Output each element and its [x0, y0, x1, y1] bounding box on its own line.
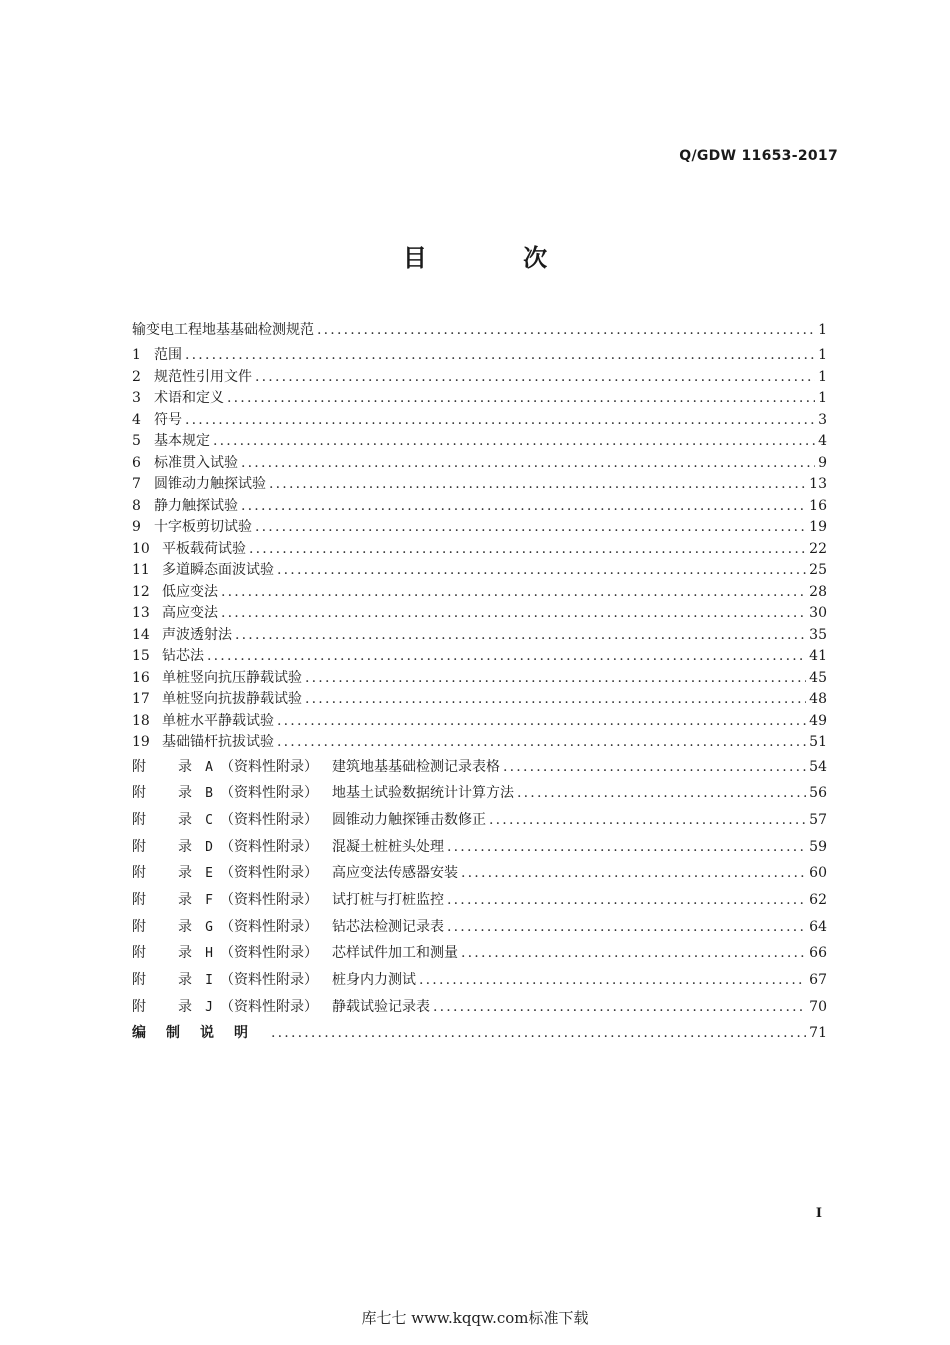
toc-entry-page: 62: [809, 891, 827, 908]
toc-entry[interactable]: [132, 603, 827, 625]
toc-entry-number: 10: [132, 540, 150, 557]
toc-entry[interactable]: [132, 711, 827, 733]
dot-leader: [419, 967, 806, 994]
appendix-prefix-char: 录: [178, 785, 192, 802]
appendix-prefix: [132, 754, 198, 781]
toc-main-list: [132, 345, 827, 754]
toc-entry-page: 4: [818, 433, 827, 449]
toc-entry-page: 1: [818, 368, 827, 385]
appendix-type: （资料性附录）: [220, 811, 318, 828]
toc-entry[interactable]: [132, 646, 827, 668]
toc-entry-appendix[interactable]: [132, 994, 827, 1021]
appendix-prefix: [132, 914, 198, 941]
toc-entry-number: 6: [132, 454, 141, 471]
toc-entry-number: 19: [132, 734, 150, 750]
toc-entry[interactable]: [132, 560, 827, 582]
toc-entry-page: 41: [809, 648, 827, 664]
appendix-prefix-char: 录: [178, 891, 192, 908]
appendix-letter: A: [205, 759, 213, 775]
dot-leader: [207, 646, 806, 668]
toc-entry-label: 编制说明: [132, 1025, 268, 1042]
toc-entry-page: 49: [809, 712, 827, 729]
dot-leader: [433, 994, 806, 1021]
appendix-type: （资料性附录）: [220, 838, 318, 855]
toc-entry-number: 5: [132, 433, 141, 449]
toc-entry-label: 圆锥动力触探试验: [154, 476, 266, 492]
appendix-type: （资料性附录）: [220, 891, 318, 908]
appendix-prefix: [132, 994, 198, 1021]
dot-leader: [503, 754, 806, 781]
toc-entry-page: 54: [809, 758, 827, 775]
toc-entry[interactable]: [132, 367, 827, 389]
toc-entry-page: 45: [809, 669, 827, 686]
dot-leader: [447, 887, 806, 914]
toc-entry-label: 低应变法: [162, 583, 218, 600]
toc-entry-page: 66: [809, 945, 827, 962]
toc-entry-number: 15: [132, 648, 150, 664]
toc-entry-label: 试打桩与打桩监控: [332, 891, 444, 908]
toc-entry-label: 多道瞬态面波试验: [162, 562, 274, 578]
toc-entry-page: 57: [809, 811, 827, 828]
appendix-prefix: [132, 807, 198, 834]
toc-entry-page: 59: [809, 838, 827, 855]
toc-entry[interactable]: [132, 496, 827, 518]
toc-entry-label: 输变电工程地基基础检测规范: [132, 322, 314, 338]
appendix-letter: G: [205, 919, 213, 935]
toc-entry[interactable]: [132, 517, 827, 539]
toc-entry[interactable]: [132, 732, 827, 754]
toc-entry-page: 67: [809, 972, 827, 988]
toc-entry-page: 25: [809, 562, 827, 578]
dot-leader: [305, 689, 806, 711]
toc-entry-number: 14: [132, 626, 150, 643]
toc-entry-label: 基础锚杆抗拔试验: [162, 734, 274, 750]
appendix-type: （资料性附录）: [220, 865, 318, 882]
appendix-prefix-char: 附: [132, 998, 146, 1015]
dot-leader: [269, 474, 806, 496]
toc-entry-label: 桩身内力测试: [332, 972, 416, 988]
toc-entry-label: 规范性引用文件: [154, 368, 252, 385]
dot-leader: [213, 431, 815, 453]
toc-entry-page: 22: [809, 540, 827, 557]
toc-entry-page: 13: [809, 476, 827, 492]
appendix-letter: D: [205, 839, 213, 855]
toc-entry-page: 30: [809, 605, 827, 621]
dot-leader: [255, 367, 815, 389]
toc-entry-label: 静载试验记录表: [332, 998, 430, 1015]
appendix-prefix-char: 录: [178, 838, 192, 855]
appendix-prefix-char: 附: [132, 758, 146, 775]
toc-entry-label: 平板载荷试验: [162, 540, 246, 557]
appendix-prefix-char: 附: [132, 785, 146, 802]
page-number: I: [815, 1206, 822, 1221]
toc-entry-label: 术语和定义: [154, 390, 224, 406]
toc-entry-number: 4: [132, 411, 141, 428]
dot-leader: [241, 453, 815, 475]
toc-entry-page: 60: [809, 865, 827, 882]
appendix-type: （资料性附录）: [220, 785, 318, 802]
toc-entry[interactable]: [132, 410, 827, 432]
appendix-letter: C: [205, 812, 213, 828]
toc-entry-heading[interactable]: [132, 318, 827, 343]
appendix-prefix-char: 附: [132, 945, 146, 962]
toc-entry-label: 圆锥动力触探锤击数修正: [332, 811, 486, 828]
footer-watermark: 库七七 www.kqqw.com标准下载: [361, 1309, 589, 1327]
appendix-letter: J: [205, 999, 213, 1015]
toc-entry-number: 9: [132, 519, 141, 535]
toc-entry[interactable]: [132, 431, 827, 453]
appendix-prefix: [132, 834, 198, 861]
appendix-prefix-char: 录: [178, 811, 192, 828]
appendix-type: （资料性附录）: [220, 998, 318, 1015]
appendix-prefix-char: 附: [132, 918, 146, 935]
toc-entry-page: 19: [809, 519, 827, 535]
toc-entry-label: 高应变法传感器安装: [332, 865, 458, 882]
dot-leader: [317, 318, 815, 343]
dot-leader: [517, 780, 806, 807]
standard-code: Q/GDW 11653-2017: [679, 148, 838, 164]
toc-entry-label: 高应变法: [162, 605, 218, 621]
toc-entry-page: 3: [818, 411, 827, 428]
appendix-prefix-char: 录: [178, 972, 192, 988]
dot-leader: [461, 860, 806, 887]
toc-entry-appendix[interactable]: [132, 860, 827, 887]
appendix-prefix-char: 附: [132, 811, 146, 828]
toc-entry[interactable]: [132, 453, 827, 475]
toc-entry-label: 静力触探试验: [154, 497, 238, 514]
appendix-letter: H: [205, 946, 213, 962]
appendix-prefix-char: 附: [132, 972, 146, 988]
appendix-letter: E: [205, 866, 213, 882]
toc-entry[interactable]: [132, 474, 827, 496]
dot-leader: [489, 807, 806, 834]
toc-entry-number: 12: [132, 583, 150, 600]
toc-entry-number: 1: [132, 347, 141, 363]
toc-entry-label: 混凝土桩桩头处理: [332, 838, 444, 855]
dot-leader: [249, 539, 806, 561]
toc-entry-appendix[interactable]: [132, 834, 827, 861]
toc-entry[interactable]: [132, 345, 827, 367]
toc-entry-number: 8: [132, 497, 141, 514]
appendix-prefix-char: 录: [178, 998, 192, 1015]
appendix-prefix: [132, 967, 198, 994]
appendix-prefix-char: 附: [132, 891, 146, 908]
toc-entry-label: 单桩竖向抗拔静载试验: [162, 691, 302, 707]
toc-entry-label: 钻芯法检测记录表: [332, 918, 444, 935]
toc-entry-page: 1: [818, 322, 827, 338]
toc-entry-page: 1: [818, 347, 827, 363]
toc-entry-label: 符号: [154, 411, 182, 428]
toc-entry-page: 56: [809, 785, 827, 802]
appendix-type: （资料性附录）: [220, 758, 318, 775]
appendix-type: （资料性附录）: [220, 972, 318, 988]
table-of-contents: [132, 318, 827, 1046]
toc-entry-number: 3: [132, 390, 141, 406]
dot-leader: [277, 732, 806, 754]
toc-entry-page: 1: [818, 390, 827, 406]
appendix-prefix-char: 录: [178, 918, 192, 935]
toc-entry-editorial-note[interactable]: [132, 1020, 827, 1046]
dot-leader: [185, 410, 815, 432]
toc-entry-number: 11: [132, 562, 150, 578]
toc-entry-number: 17: [132, 691, 150, 707]
toc-entry[interactable]: [132, 582, 827, 604]
toc-entry-appendix[interactable]: [132, 754, 827, 781]
dot-leader: [277, 711, 806, 733]
toc-appendix-list: [132, 754, 827, 1021]
toc-entry-appendix[interactable]: [132, 940, 827, 967]
toc-entry-appendix[interactable]: [132, 807, 827, 834]
dot-leader: [235, 625, 806, 647]
appendix-letter: B: [205, 786, 213, 802]
toc-entry[interactable]: [132, 689, 827, 711]
toc-entry-label: 建筑地基基础检测记录表格: [332, 758, 500, 775]
appendix-prefix: [132, 940, 198, 967]
toc-entry-page: 70: [809, 998, 827, 1015]
toc-entry-number: 13: [132, 605, 150, 621]
toc-entry-page: 51: [809, 734, 827, 750]
toc-entry-appendix[interactable]: [132, 887, 827, 914]
toc-entry-number: 2: [132, 368, 141, 385]
toc-entry[interactable]: [132, 668, 827, 690]
appendix-prefix-char: 附: [132, 865, 146, 882]
toc-entry-label: 芯样试件加工和测量: [332, 945, 458, 962]
toc-entry-label: 声波透射法: [162, 626, 232, 643]
appendix-prefix: [132, 780, 198, 807]
toc-entry-page: 9: [818, 454, 827, 471]
dot-leader: [271, 1020, 806, 1046]
dot-leader: [221, 603, 806, 625]
page-title: 目 次: [402, 244, 592, 272]
dot-leader: [447, 914, 806, 941]
appendix-letter: I: [205, 973, 213, 988]
toc-entry-number: 18: [132, 712, 150, 729]
toc-entry[interactable]: [132, 539, 827, 561]
dot-leader: [185, 345, 815, 367]
toc-entry-label: 钻芯法: [162, 648, 204, 664]
toc-entry-appendix[interactable]: [132, 967, 827, 994]
toc-entry-label: 十字板剪切试验: [154, 519, 252, 535]
dot-leader: [305, 668, 806, 690]
appendix-type: （资料性附录）: [220, 918, 318, 935]
appendix-prefix: [132, 887, 198, 914]
toc-entry-number: 16: [132, 669, 150, 686]
toc-entry-label: 单桩竖向抗压静载试验: [162, 669, 302, 686]
appendix-type: （资料性附录）: [220, 945, 318, 962]
toc-entry-page: 71: [809, 1025, 827, 1042]
appendix-prefix-char: 附: [132, 838, 146, 855]
toc-entry-label: 标准贯入试验: [154, 454, 238, 471]
dot-leader: [447, 834, 806, 861]
dot-leader: [221, 582, 806, 604]
appendix-letter: F: [205, 892, 213, 908]
appendix-prefix-char: 录: [178, 758, 192, 775]
appendix-prefix-char: 录: [178, 865, 192, 882]
toc-entry-number: 7: [132, 476, 141, 492]
dot-leader: [241, 496, 806, 518]
dot-leader: [255, 517, 806, 539]
toc-entry[interactable]: [132, 388, 827, 410]
toc-entry-appendix[interactable]: [132, 780, 827, 807]
toc-entry-page: 64: [809, 918, 827, 935]
dot-leader: [277, 560, 806, 582]
toc-entry-label: 基本规定: [154, 433, 210, 449]
dot-leader: [227, 388, 815, 410]
appendix-prefix: [132, 860, 198, 887]
toc-entry[interactable]: [132, 625, 827, 647]
toc-entry-label: 单桩水平静载试验: [162, 712, 274, 729]
toc-entry-page: 16: [809, 497, 827, 514]
toc-entry-label: 地基土试验数据统计计算方法: [332, 785, 514, 802]
dot-leader: [461, 940, 806, 967]
toc-entry-appendix[interactable]: [132, 914, 827, 941]
toc-entry-page: 35: [809, 626, 827, 643]
toc-entry-label: 范围: [154, 347, 182, 363]
toc-entry-page: 28: [809, 583, 827, 600]
appendix-prefix-char: 录: [178, 945, 192, 962]
toc-entry-page: 48: [809, 691, 827, 707]
